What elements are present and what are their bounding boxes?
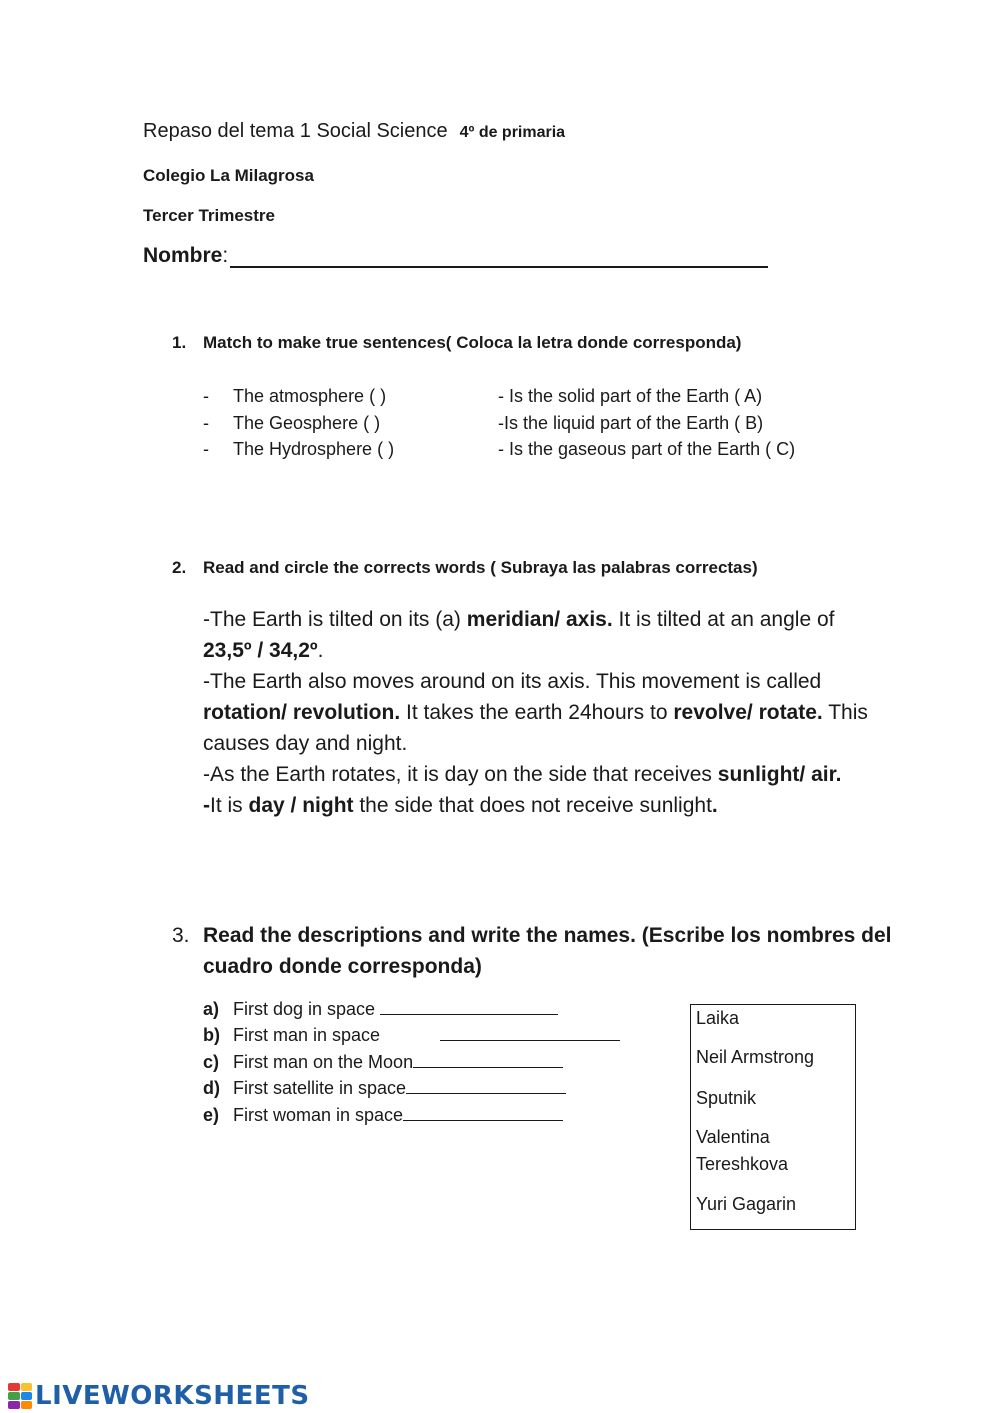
- name-row: [143, 244, 768, 268]
- name-input-line[interactable]: [230, 246, 768, 268]
- match-row-2: [203, 413, 903, 435]
- answer-blank[interactable]: [440, 1024, 620, 1041]
- match-dash: -: [203, 386, 209, 406]
- name-colon: :: [222, 244, 229, 267]
- answer-blank[interactable]: [403, 1104, 563, 1121]
- names-box: [690, 1004, 856, 1230]
- logo-text: LIVEWORKSHEETS: [35, 1381, 310, 1411]
- q1-heading: [172, 333, 741, 353]
- match-definition: - Is the gaseous part of the Earth ( C): [498, 439, 796, 459]
- item-text: First satellite in space: [233, 1078, 407, 1098]
- name-label: Nombre: [143, 244, 223, 267]
- description-item-d: [203, 1077, 566, 1099]
- text-run: -As the Earth rotates, it is day on the side that receives: [203, 763, 718, 786]
- logo-square: [21, 1392, 33, 1400]
- q2-sentence-4: [203, 790, 883, 821]
- match-row-1: [203, 386, 903, 408]
- name-option: Laika: [696, 1008, 740, 1028]
- text-run: It is tilted at an angle of: [612, 608, 835, 631]
- logo-grid-icon: [8, 1383, 32, 1409]
- school-name: Colegio La Milagrosa: [143, 166, 314, 185]
- description-item-e: [203, 1104, 563, 1126]
- q3-number: 3.: [172, 924, 190, 947]
- q2-sentence-3: [203, 759, 883, 790]
- q3-instruction: Read the descriptions and write the names. (Escribe los nombres del cuadro donde corresponda): [203, 924, 892, 978]
- description-item-c: [203, 1051, 563, 1073]
- q2-paragraph: [203, 604, 883, 821]
- name-option: Sputnik: [696, 1088, 757, 1108]
- logo-square: [8, 1383, 20, 1391]
- choice-revolve-rotate[interactable]: revolve/ rotate.: [673, 701, 823, 724]
- text-run: This causes day and night.: [203, 701, 868, 755]
- match-dash: -: [203, 439, 209, 459]
- item-text: First man on the Moon: [233, 1052, 414, 1072]
- text-run: .: [317, 639, 324, 662]
- item-letter: e): [203, 1105, 220, 1125]
- match-term[interactable]: The Hydrosphere ( ): [233, 439, 395, 459]
- q1-number: 1.: [172, 333, 187, 352]
- choice-rotation-revolution[interactable]: rotation/ revolution.: [203, 701, 401, 724]
- liveworksheets-logo: [8, 1380, 310, 1412]
- text-run: It is: [210, 794, 249, 817]
- name-option: Valentina Tereshkova: [696, 1127, 789, 1174]
- logo-square: [8, 1401, 20, 1409]
- q2-heading: [172, 558, 758, 578]
- choice-day-night[interactable]: day / night: [248, 794, 354, 817]
- description-item-b: [203, 1024, 620, 1046]
- logo-square: [21, 1383, 33, 1391]
- answer-blank[interactable]: [380, 998, 558, 1015]
- name-option: Neil Armstrong: [696, 1047, 815, 1067]
- choice-angle[interactable]: 23,5º / 34,2º: [203, 639, 318, 662]
- text-run: -: [203, 794, 210, 817]
- q1-instruction: Match to make true sentences( Coloca la letra donde corresponda): [203, 333, 742, 352]
- description-item-a: [203, 998, 558, 1020]
- choice-meridian-axis[interactable]: meridian/ axis.: [466, 608, 613, 631]
- choice-sunlight-air[interactable]: sunlight/ air.: [717, 763, 842, 786]
- answer-blank[interactable]: [406, 1077, 566, 1094]
- item-letter: c): [203, 1052, 220, 1072]
- text-run: -The Earth also moves around on its axis. This movement is called: [203, 670, 822, 693]
- item-letter: b): [203, 1025, 220, 1045]
- item-letter: a): [203, 999, 220, 1019]
- q2-sentence-1: [203, 604, 883, 666]
- answer-blank[interactable]: [413, 1051, 563, 1068]
- item-text: First dog in space: [233, 999, 381, 1019]
- item-letter: d): [203, 1078, 220, 1098]
- match-row-3: [203, 439, 903, 461]
- text-run: .: [711, 794, 718, 817]
- item-text: First woman in space: [233, 1105, 404, 1125]
- match-definition: -Is the liquid part of the Earth ( B): [498, 413, 764, 433]
- name-option: Yuri Gagarin: [696, 1194, 797, 1214]
- item-text: First man in space: [233, 1025, 381, 1045]
- logo-square: [21, 1401, 33, 1409]
- text-run: -The Earth is tilted on its (a): [203, 608, 467, 631]
- match-definition: - Is the solid part of the Earth ( A): [498, 386, 763, 406]
- q2-number: 2.: [172, 558, 187, 577]
- match-dash: -: [203, 413, 209, 433]
- grade-label: 4º de primaria: [459, 124, 566, 141]
- logo-square: [8, 1392, 20, 1400]
- match-term[interactable]: The atmosphere ( ): [233, 386, 387, 406]
- text-run: It takes the earth 24hours to: [400, 701, 674, 724]
- title-text: Repaso del tema 1 Social Science: [143, 120, 448, 142]
- q2-instruction: Read and circle the corrects words ( Subraya las palabras correctas): [203, 558, 758, 577]
- q3-heading: [172, 920, 892, 982]
- term-label: Tercer Trimestre: [143, 206, 275, 225]
- worksheet-title: [143, 120, 565, 143]
- text-run: the side that does not receive sunlight: [353, 794, 712, 817]
- match-term[interactable]: The Geosphere ( ): [233, 413, 381, 433]
- q2-sentence-2: [203, 666, 883, 759]
